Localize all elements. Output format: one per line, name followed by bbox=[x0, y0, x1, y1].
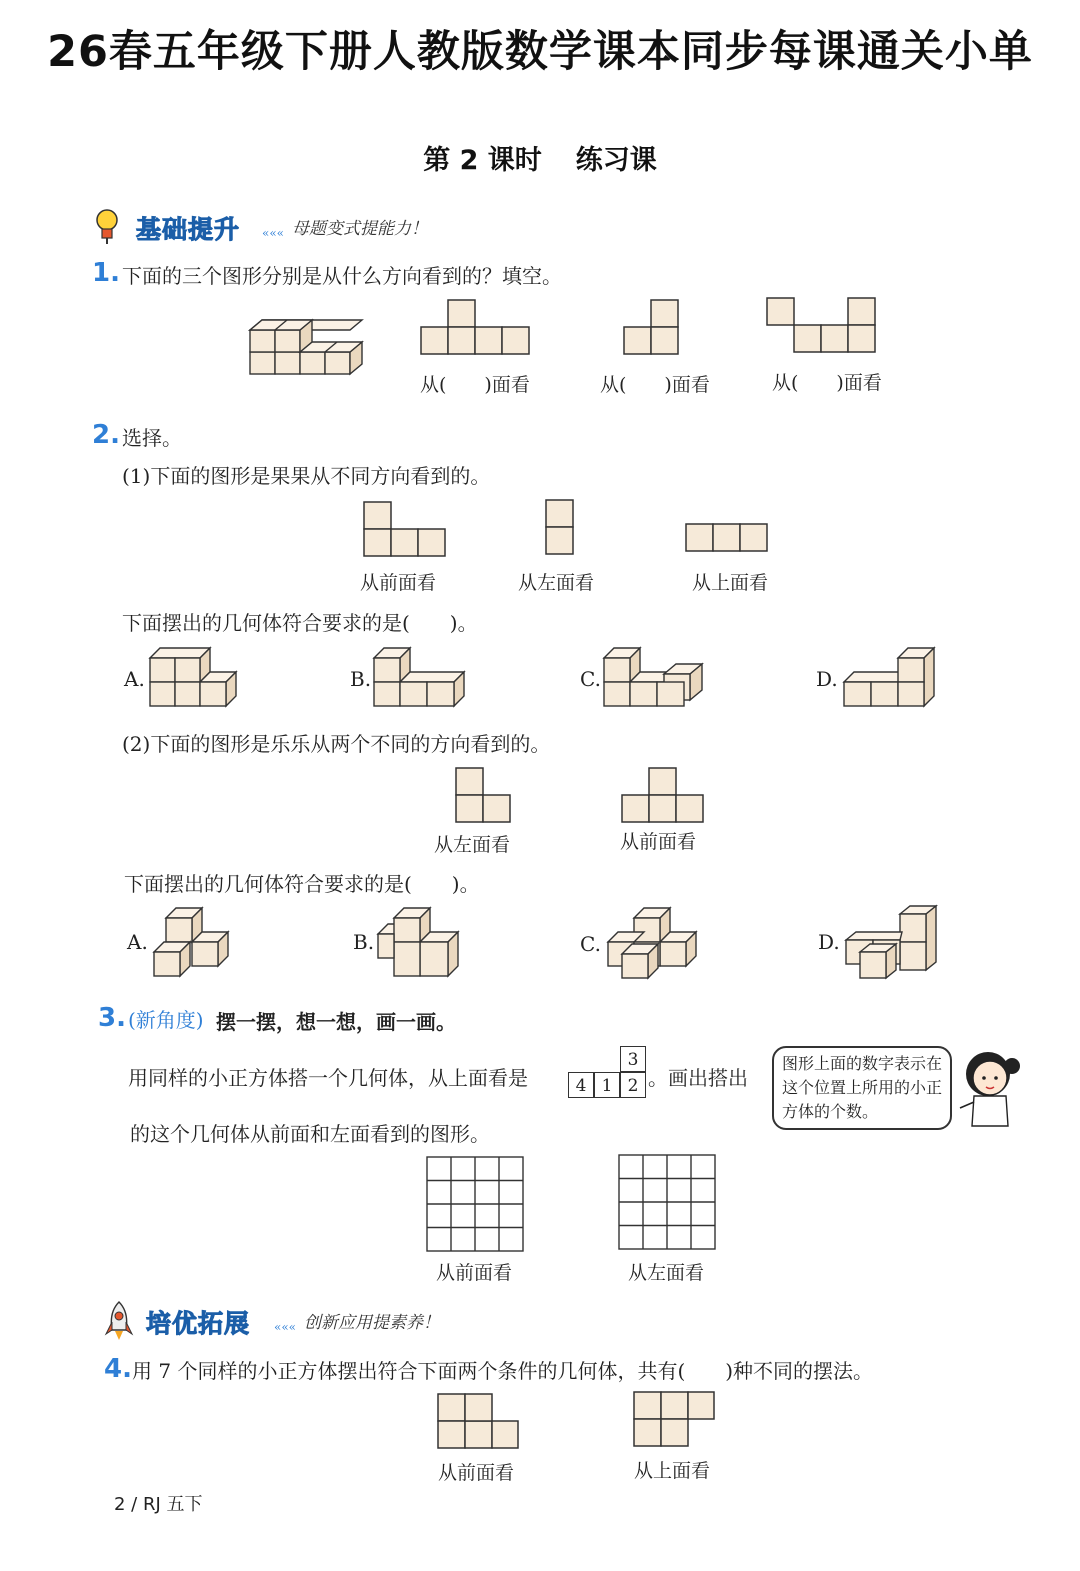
question-3-text: 摆一摆，想一想，画一画。 bbox=[216, 1010, 456, 1034]
q1-view-1 bbox=[420, 298, 530, 358]
q1-answer-1[interactable]: 从( )面看 bbox=[420, 374, 530, 396]
q2-2-option-c-label[interactable]: C. bbox=[580, 932, 601, 956]
q2-part1-text: (1)下面的图形是果果从不同方向看到的。 bbox=[122, 464, 491, 488]
question-1-text: 下面的三个图形分别是从什么方向看到的？填空。 bbox=[122, 264, 562, 288]
q2-1-left-view bbox=[544, 498, 576, 556]
lesson-number: 第 2 课时 bbox=[423, 145, 542, 176]
q2-2-option-b-figure[interactable] bbox=[374, 904, 464, 982]
q2-1-view-label-top: 从上面看 bbox=[692, 572, 769, 594]
question-1-number: 1. bbox=[92, 258, 120, 288]
q2-part2-text: (2)下面的图形是乐乐从两个不同的方向看到的。 bbox=[122, 732, 551, 756]
question-2-number: 2. bbox=[92, 420, 120, 450]
q1-answer-2[interactable]: 从( )面看 bbox=[600, 374, 710, 396]
q2-2-option-b-label[interactable]: B. bbox=[353, 930, 375, 954]
question-4-text[interactable]: 用 7 个同样的小正方体摆出符合下面两个条件的几何体，共有( )种不同的摆法。 bbox=[132, 1359, 874, 1383]
lesson-title bbox=[0, 138, 1080, 177]
q2-1-option-c-label[interactable]: C. bbox=[580, 667, 601, 691]
q2-2-option-a-figure[interactable] bbox=[150, 904, 234, 982]
page-footer: 2 / RJ 五下 bbox=[114, 1494, 203, 1515]
q1-answer-3[interactable]: 从( )面看 bbox=[772, 372, 882, 394]
chevrons-icon-2: ««« bbox=[274, 1320, 297, 1334]
section-subtitle-advanced: 创新应用提素养！ bbox=[304, 1313, 440, 1333]
q3-line1-b: 。画出搭出 bbox=[648, 1066, 748, 1090]
q2-2-option-d-label[interactable]: D. bbox=[818, 930, 840, 954]
q2-part1-question[interactable]: 下面摆出的几何体符合要求的是( )。 bbox=[122, 611, 478, 635]
q1-view-2 bbox=[622, 298, 682, 358]
section-title-advanced: 培优拓展 bbox=[146, 1309, 251, 1338]
lesson-name: 练习课 bbox=[575, 145, 657, 176]
q2-2-view-label-left: 从左面看 bbox=[434, 834, 511, 856]
q3-bottom-cell-2: 1 bbox=[594, 1072, 620, 1098]
q4-view-label-front: 从前面看 bbox=[438, 1462, 515, 1484]
q2-1-option-b-figure[interactable] bbox=[370, 644, 470, 714]
q3-top-view-grid bbox=[566, 1046, 648, 1098]
question-2-text: 选择。 bbox=[122, 426, 182, 450]
q2-1-view-label-left: 从左面看 bbox=[518, 572, 595, 594]
girl-icon bbox=[950, 1040, 1024, 1132]
q3-line1-a: 用同样的小正方体搭一个几何体，从上面看是 bbox=[128, 1066, 528, 1090]
q2-1-top-view bbox=[684, 522, 769, 554]
q2-1-option-d-figure[interactable] bbox=[840, 644, 950, 714]
section-subtitle-basic: 母题变式提能力！ bbox=[292, 219, 428, 239]
q3-new-angle-tag: (新角度) bbox=[128, 1008, 204, 1032]
q3-bottom-cell-3: 2 bbox=[620, 1072, 646, 1098]
q2-1-option-d-label[interactable]: D. bbox=[816, 667, 838, 691]
q2-1-view-label-front: 从前面看 bbox=[360, 572, 437, 594]
q2-1-option-a-label[interactable]: A. bbox=[124, 667, 145, 691]
q3-bottom-cell-1: 4 bbox=[568, 1072, 594, 1098]
question-3-number: 3. bbox=[98, 1003, 126, 1033]
question-4-number: 4. bbox=[104, 1354, 132, 1384]
page-banner: 26春五年级下册人教版数学课本同步每课通关小单 bbox=[47, 27, 1033, 77]
q2-2-view-label-front: 从前面看 bbox=[620, 831, 697, 853]
section-title-basic: 基础提升 bbox=[136, 215, 241, 244]
q3-top-cell-3: 3 bbox=[620, 1046, 646, 1072]
q2-2-front-view bbox=[620, 766, 705, 824]
q2-1-front-view bbox=[362, 500, 447, 558]
q3-grid-label-front: 从前面看 bbox=[436, 1262, 513, 1284]
q3-front-grid[interactable] bbox=[426, 1156, 526, 1254]
q2-1-option-b-label[interactable]: B. bbox=[350, 667, 372, 691]
q2-1-option-a-figure[interactable] bbox=[146, 644, 242, 714]
q1-view-3 bbox=[765, 296, 877, 356]
q4-view-label-top: 从上面看 bbox=[634, 1460, 711, 1482]
q3-line2: 的这个几何体从前面和左面看到的图形。 bbox=[130, 1122, 490, 1146]
q3-hint-bubble: 图形上面的数字表示在这个位置上所用的小正方体的个数。 bbox=[772, 1046, 952, 1130]
q2-2-left-view bbox=[454, 766, 514, 824]
q3-left-grid[interactable] bbox=[618, 1154, 718, 1252]
q4-front-view bbox=[436, 1392, 520, 1450]
lightbulb-icon bbox=[92, 206, 124, 246]
chevrons-icon: ««« bbox=[262, 226, 285, 240]
q2-part2-question[interactable]: 下面摆出的几何体符合要求的是( )。 bbox=[124, 872, 480, 896]
q3-grid-label-left: 从左面看 bbox=[628, 1262, 705, 1284]
section-header-basic bbox=[92, 206, 124, 250]
q2-2-option-d-figure[interactable] bbox=[842, 904, 942, 982]
rocket-icon bbox=[104, 1300, 134, 1342]
q2-2-option-a-label[interactable]: A. bbox=[127, 930, 148, 954]
q2-2-option-c-figure[interactable] bbox=[604, 904, 700, 982]
q1-solid-figure bbox=[240, 300, 370, 380]
q2-1-option-c-figure[interactable] bbox=[600, 644, 710, 714]
q4-top-view bbox=[632, 1390, 716, 1448]
